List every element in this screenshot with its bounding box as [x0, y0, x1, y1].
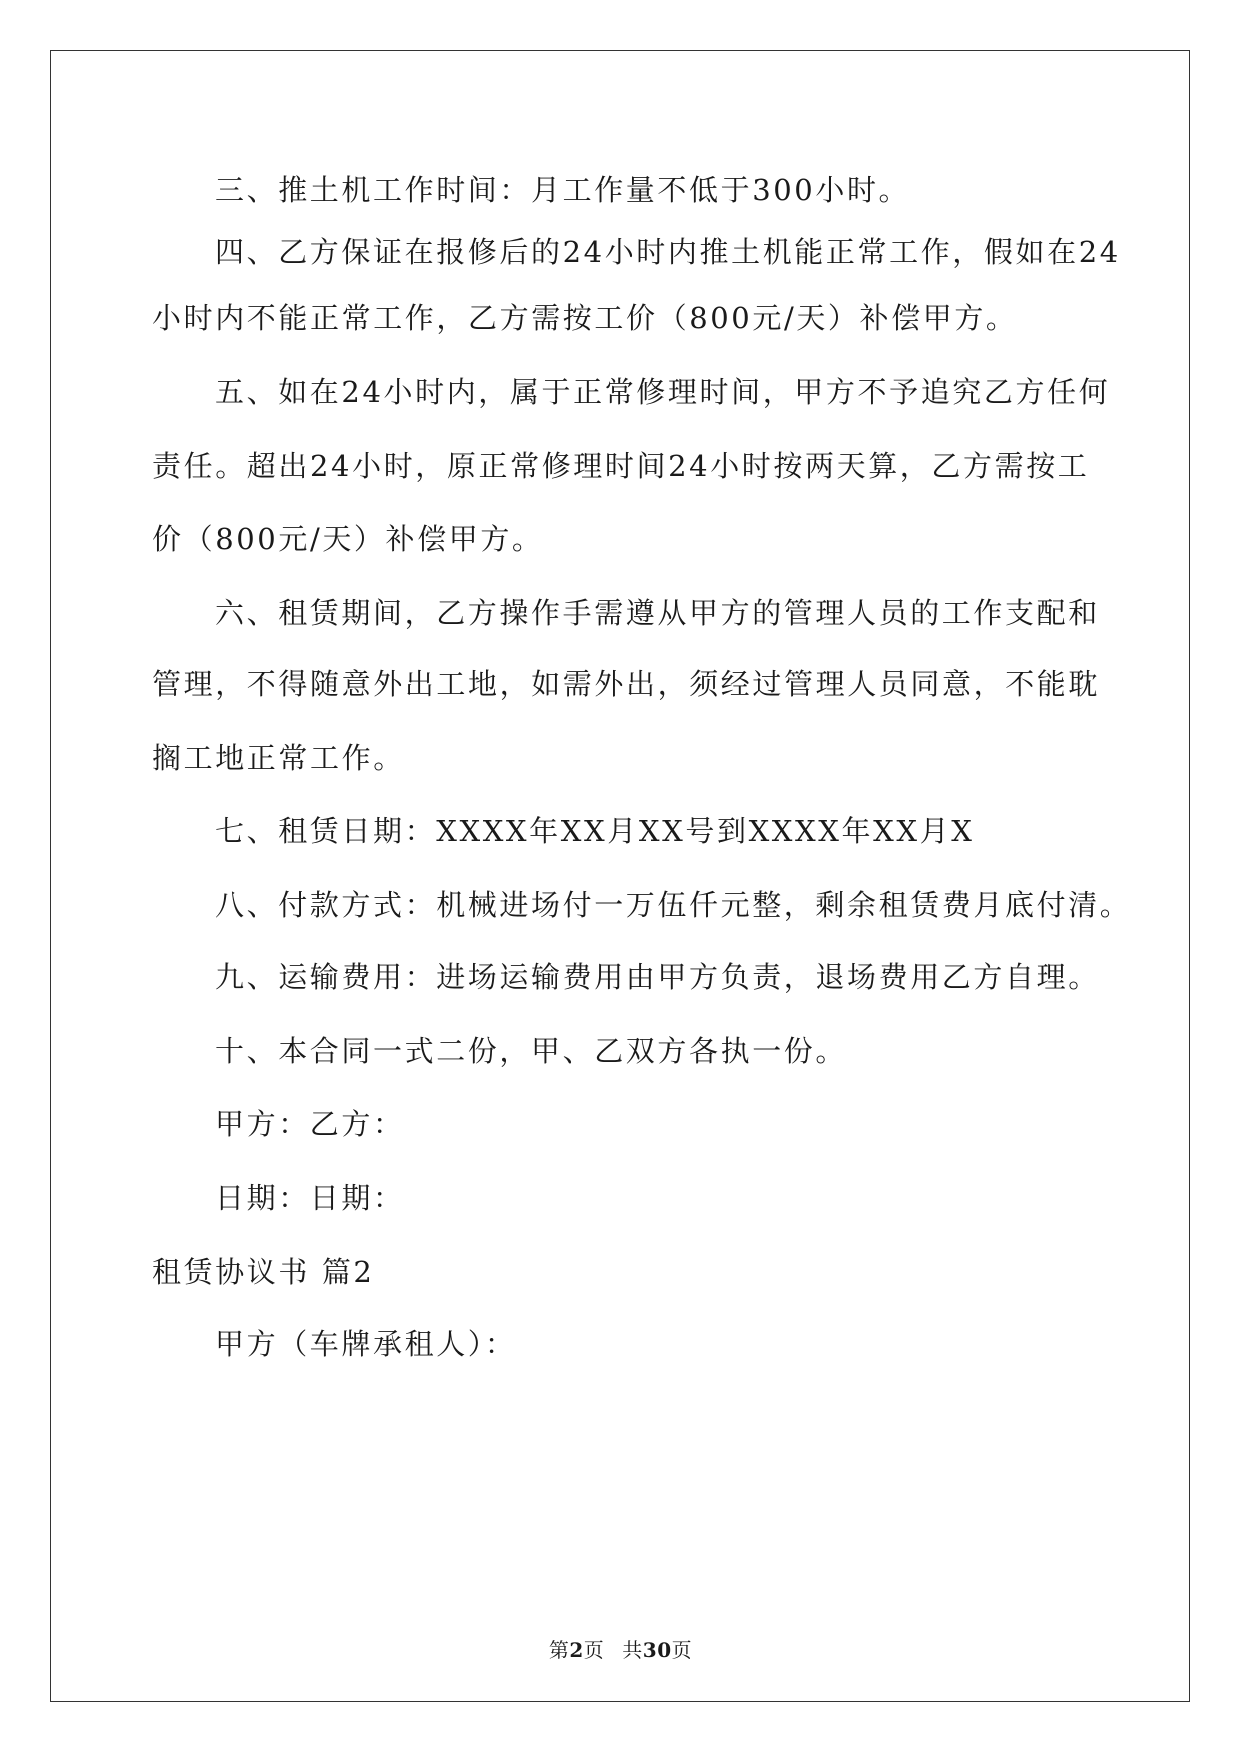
page-number-prefix: 第	[548, 1638, 570, 1662]
page-footer	[0, 1636, 1241, 1664]
paragraph-line: 五、如在24小时内，属于正常修理时间，甲方不予追究乙方任何	[215, 375, 1111, 409]
section-heading: 租赁协议书 篇2	[152, 1255, 375, 1289]
paragraph-line: 七、租赁日期：XXXX年XX月XX号到XXXX年XX月X	[215, 814, 975, 848]
paragraph-line: 十、本合同一式二份，甲、乙双方各执一份。	[215, 1034, 848, 1068]
paragraph-line: 八、付款方式：机械进场付一万伍仟元整，剩余租赁费月底付清。	[215, 888, 1132, 922]
page-total-prefix: 共	[622, 1638, 643, 1662]
paragraph-line: 责任。超出24小时，原正常修理时间24小时按两天算，乙方需按工	[152, 449, 1090, 483]
paragraph-line: 管理，不得随意外出工地，如需外出，须经过管理人员同意，不能耽	[152, 667, 1101, 701]
paragraph-line: 小时内不能正常工作，乙方需按工价（800元/天）补偿甲方。	[152, 301, 1018, 335]
signature-party-line: 甲方：乙方：	[215, 1107, 405, 1141]
page-total-count: 30	[642, 1638, 672, 1662]
signature-date-line: 日期：日期：	[215, 1181, 405, 1215]
paragraph-line: 三、推土机工作时间：月工作量不低于300小时。	[215, 173, 911, 207]
paragraph-line: 九、运输费用：进场运输费用由甲方负责，退场费用乙方自理。	[215, 960, 1100, 994]
paragraph-line: 甲方（车牌承租人）：	[215, 1327, 517, 1361]
page-number-suffix: 页	[583, 1638, 605, 1662]
paragraph-line: 搁工地正常工作。	[152, 741, 405, 775]
page-total-suffix: 页	[671, 1638, 693, 1662]
page-number-current: 2	[569, 1638, 584, 1662]
paragraph-line: 六、租赁期间，乙方操作手需遵从甲方的管理人员的工作支配和	[215, 596, 1100, 630]
paragraph-line: 四、乙方保证在报修后的24小时内推土机能正常工作，假如在24	[215, 235, 1121, 269]
paragraph-line: 价（800元/天）补偿甲方。	[152, 522, 544, 556]
